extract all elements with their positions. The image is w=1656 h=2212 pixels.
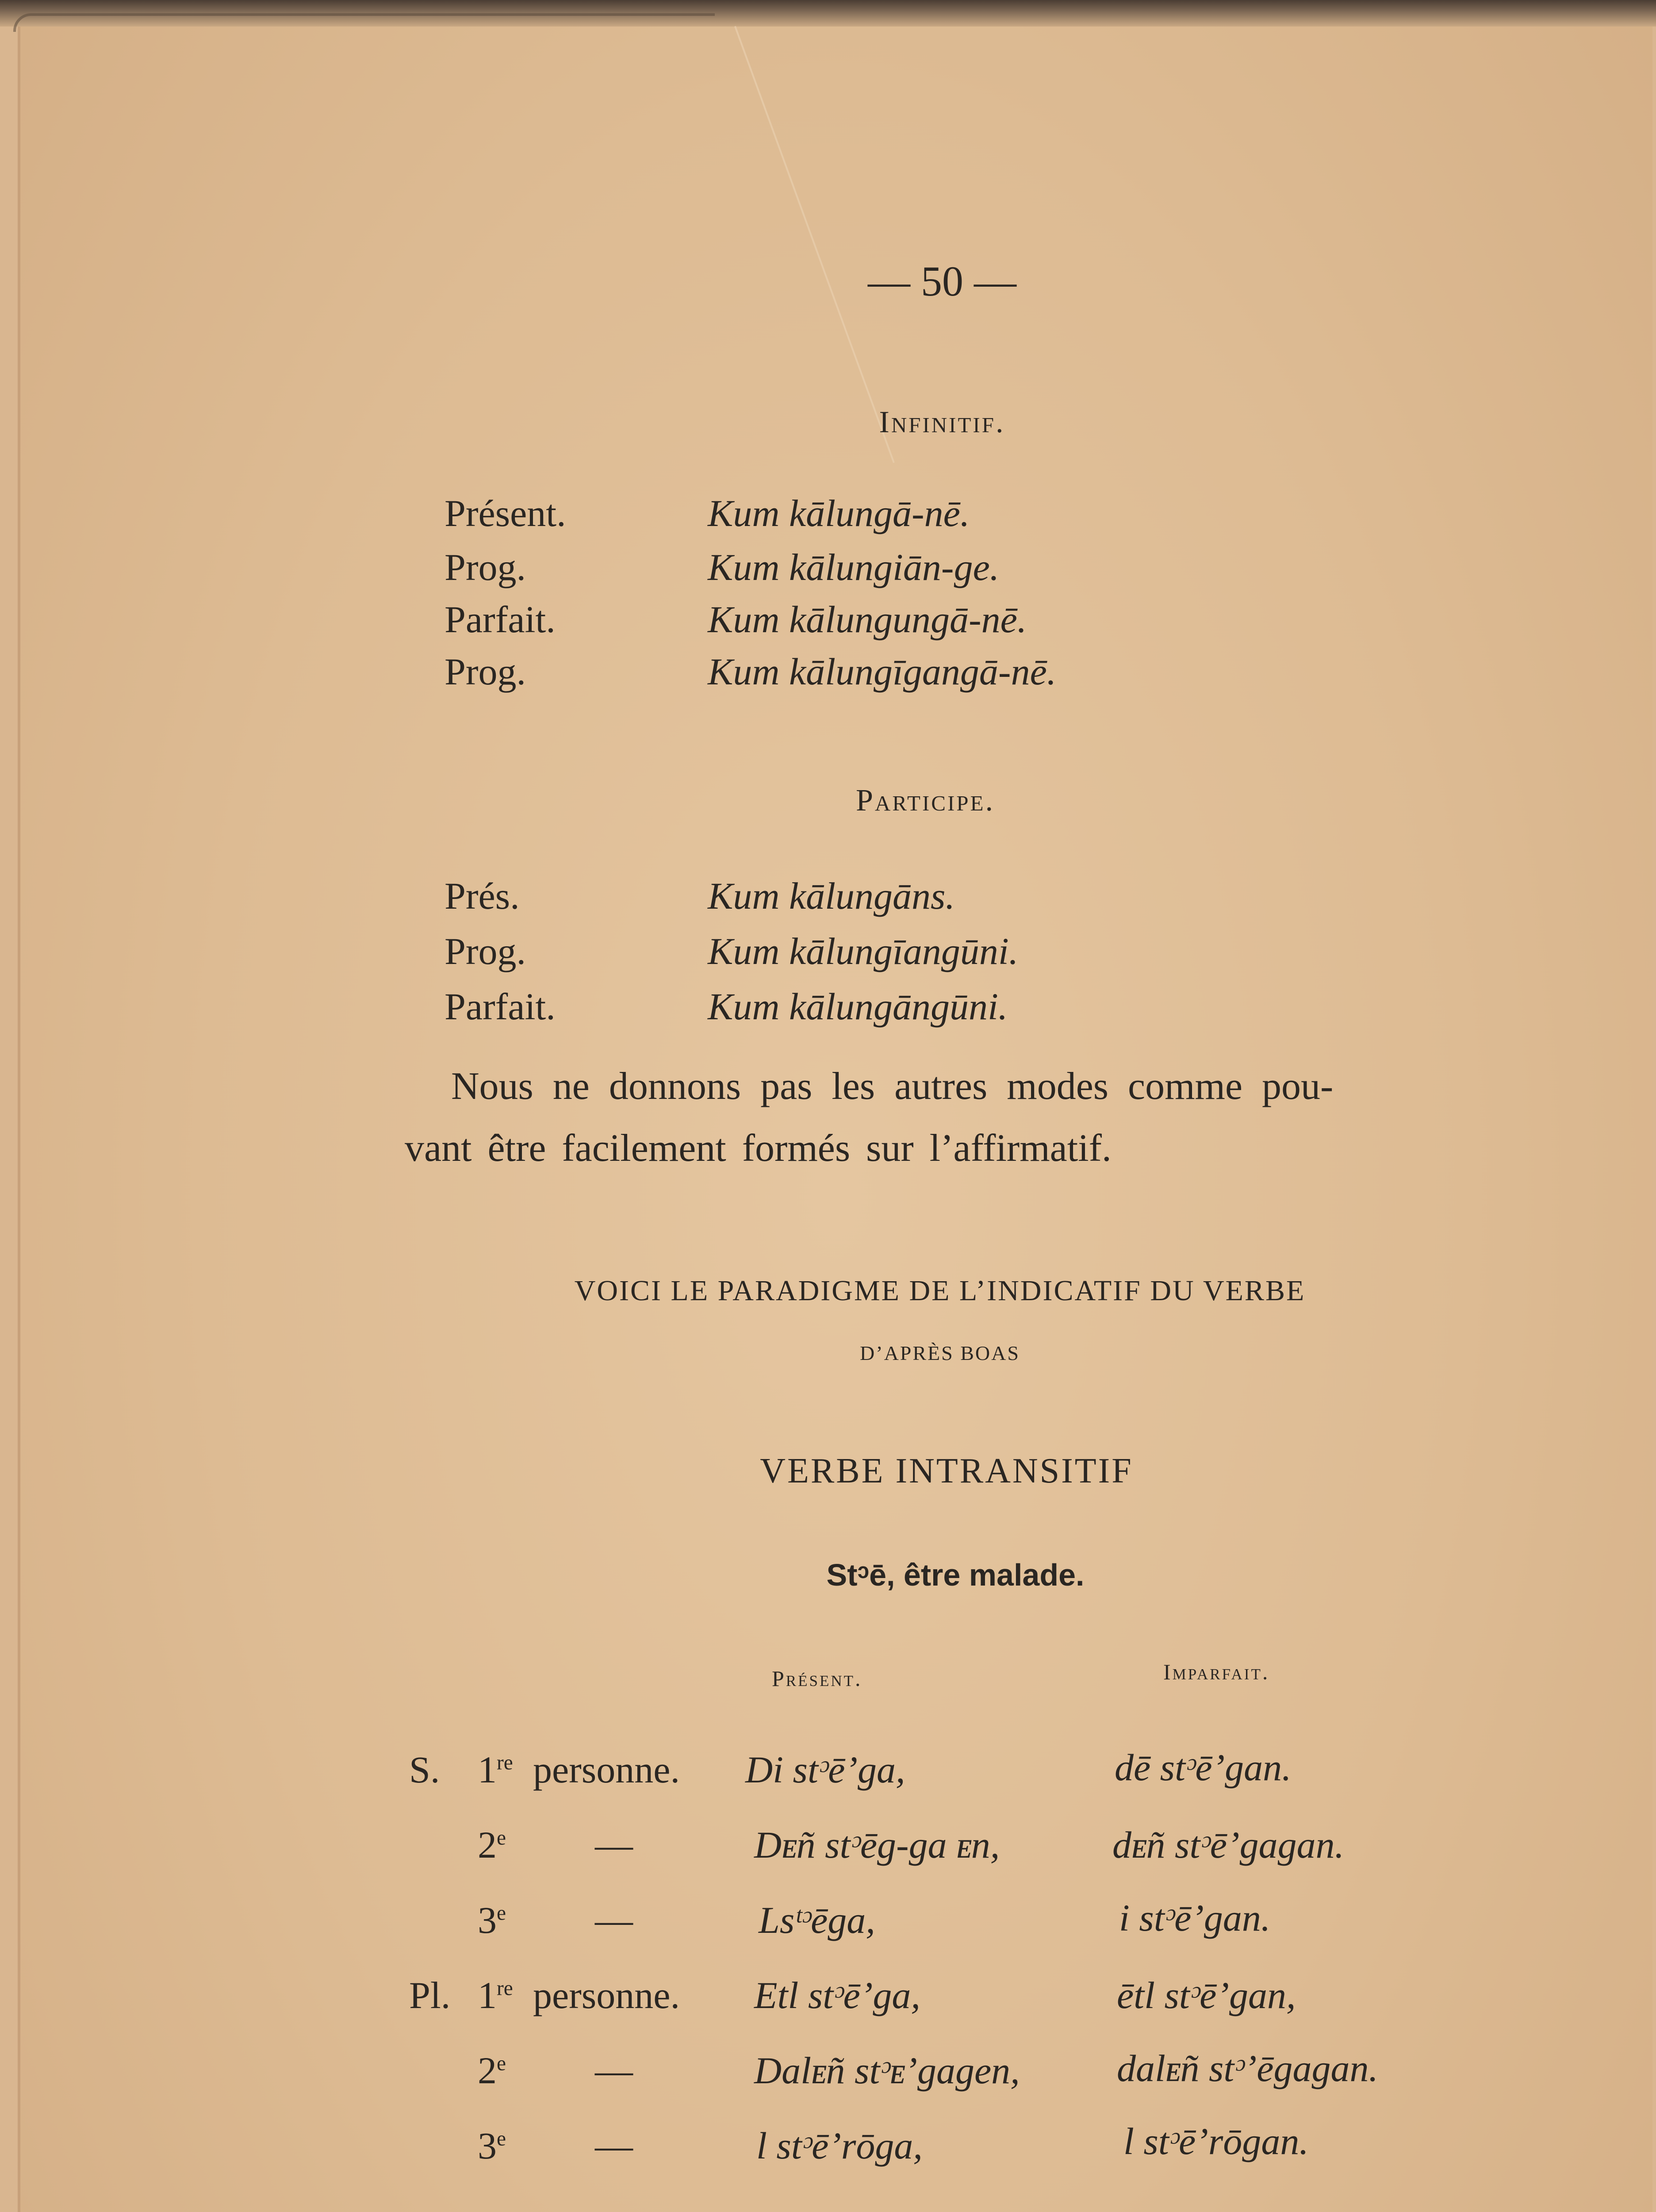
ditto-dash: — [595, 1824, 633, 1866]
number-label: Pl. [409, 1974, 451, 2016]
column-heading-present: Présent. [772, 1666, 862, 1691]
column-heading-imparfait: Imparfait. [1163, 1659, 1270, 1684]
tense-label: Prés. [445, 875, 520, 917]
person-number: 3 [478, 2124, 497, 2167]
verb-form: Kum kālungīangūni. [708, 930, 1019, 972]
imparfait-form: i stᵓē’gan. [1119, 1897, 1271, 1939]
person-label [478, 1747, 513, 1792]
verb-form: Kum kālungāns. [708, 875, 955, 917]
verb-form: Kum kālungiān-ge. [708, 546, 1000, 588]
present-form: Dalᴇñ stᵓᴇ’gagen, [754, 2049, 1020, 2092]
person-label [478, 2048, 506, 2093]
person-label [478, 1973, 513, 2017]
person-ordinal: e [497, 2127, 506, 2151]
person-label [478, 1823, 506, 1867]
person-number: 1 [478, 1974, 497, 2016]
present-form: Lsᵗᵓēga, [759, 1899, 875, 1941]
page-number: — 50 — [868, 257, 1016, 305]
ditto-dash: — [595, 2124, 633, 2167]
book-page [18, 27, 1652, 2212]
paragraph-line: vant être facilement formés sur l’affirmatif. [405, 1127, 1112, 1170]
person-number: 2 [478, 2049, 497, 2092]
tense-label: Présent. [445, 492, 566, 534]
tense-label: Prog. [445, 930, 526, 972]
present-form: l stᵓē’rōga, [756, 2124, 923, 2167]
person-ordinal: re [497, 1751, 513, 1774]
person-number: 2 [478, 1824, 497, 1866]
person-number: 1 [478, 1748, 497, 1791]
verb-lemma: Stᵓē, être malade. [826, 1558, 1085, 1592]
imparfait-form: dᴇñ stᵓē’gagan. [1112, 1824, 1345, 1866]
paradigm-title: VOICI LE PARADIGME DE L’INDICATIF DU VERBE [574, 1275, 1306, 1307]
tense-label: Parfait. [445, 598, 556, 641]
tense-label: Prog. [445, 546, 526, 588]
tense-label: Parfait. [445, 985, 556, 1028]
person-ordinal: e [497, 2052, 506, 2075]
imparfait-form: ētl stᵓē’gan, [1117, 1974, 1296, 2016]
tense-label: Prog. [445, 650, 526, 693]
verb-form: Kum kālungāngūni. [708, 985, 1008, 1028]
person-number: 3 [478, 1899, 497, 1941]
verb-form: Kum kālungīgangā-nē. [708, 650, 1057, 693]
paradigm-subtitle: D’APRÈS BOAS [860, 1342, 1020, 1364]
person-label [478, 2124, 506, 2168]
verb-form: Kum kālungungā-nē. [708, 598, 1027, 641]
person-word: personne. [533, 1748, 680, 1791]
imparfait-form: l stᵓē’rōgan. [1123, 2120, 1309, 2162]
present-form: Di stᵓē’ga, [745, 1748, 905, 1791]
page-fold [13, 13, 715, 32]
ditto-dash: — [595, 1899, 633, 1941]
imparfait-form: dalᴇñ stᵓ’ēgagan. [1117, 2047, 1378, 2089]
verb-form: Kum kālungā-nē. [708, 492, 970, 534]
section-heading-participe: Participe. [856, 783, 995, 818]
imparfait-form: dē stᵓē’gan. [1115, 1746, 1292, 1789]
present-form: Etl stᵓē’ga, [754, 1974, 920, 2016]
verb-type-heading: VERBE INTRANSITIF [760, 1452, 1133, 1490]
person-word: personne. [533, 1974, 680, 2016]
section-heading-infinitif: Infinitif. [879, 405, 1005, 439]
present-form: Dᴇñ stᵓēg-ga ᴇn, [754, 1824, 1000, 1866]
person-ordinal: e [497, 1901, 506, 1925]
number-label: S. [409, 1748, 440, 1791]
person-ordinal: e [497, 1826, 506, 1850]
person-ordinal: re [497, 1977, 513, 2000]
paragraph-line: Nous ne donnons pas les autres modes comme pou- [451, 1065, 1334, 1108]
person-label [478, 1898, 506, 1942]
ditto-dash: — [595, 2049, 633, 2092]
